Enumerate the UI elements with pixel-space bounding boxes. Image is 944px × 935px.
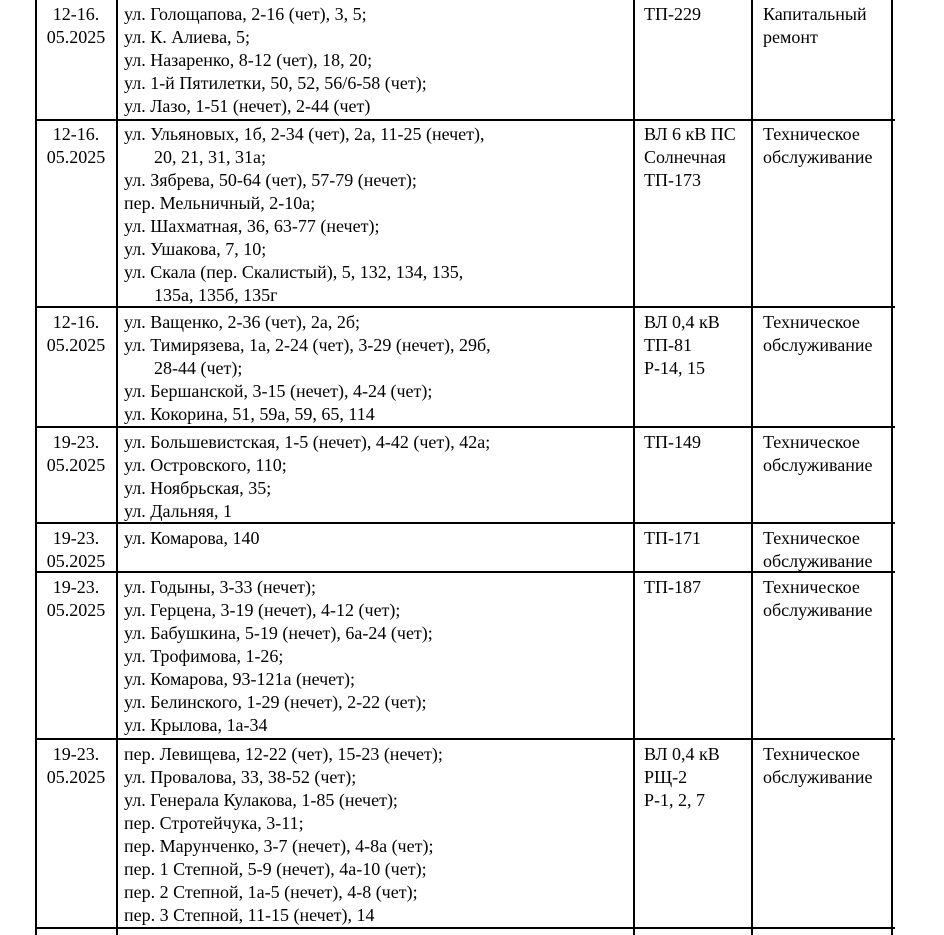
object-text: Солнечная <box>644 147 726 167</box>
address-cell <box>124 431 490 523</box>
address-line: ул. Бершанской, 3-15 (нечет), 4-24 (чет); <box>124 381 433 401</box>
row-divider <box>35 119 895 121</box>
row-divider <box>35 426 895 428</box>
address-line: ул. Провалова, 33, 38-52 (чет); <box>124 767 357 787</box>
date-cell <box>37 576 115 622</box>
column-divider-date <box>116 0 118 935</box>
row-divider <box>35 738 895 740</box>
date-cell <box>37 743 115 789</box>
date-text: 05.2025 <box>46 600 106 620</box>
object-text: ТП-173 <box>644 170 701 190</box>
address-cell <box>124 123 485 307</box>
date-text: 19-23. <box>52 577 100 597</box>
work-type-text: Техническое <box>763 577 860 597</box>
date-cell <box>37 431 115 477</box>
work-type-text: Техническое <box>763 744 860 764</box>
column-divider-address <box>633 0 635 935</box>
object-text: ТП-229 <box>644 4 701 24</box>
address-line: ул. Зябрева, 50-64 (чет), 57-79 (нечет); <box>124 170 417 190</box>
address-cell <box>124 527 259 550</box>
address-cell <box>124 743 443 927</box>
address-line: пер. Левищева, 12-22 (чет), 15-23 (нечет); <box>124 744 443 764</box>
address-line: пер. 1 Степной, 5-9 (нечет), 4а-10 (чет); <box>124 859 427 879</box>
work-type-cell <box>763 743 872 789</box>
date-text: 05.2025 <box>46 27 106 47</box>
object-text: ВЛ 0,4 кВ <box>644 312 720 332</box>
address-cell <box>124 576 433 737</box>
date-text: 05.2025 <box>46 455 106 475</box>
object-text: ТП-149 <box>644 432 701 452</box>
work-type-cell <box>763 3 867 49</box>
date-text: 05.2025 <box>46 335 106 355</box>
address-line: ул. Ноябрьская, 35; <box>124 478 272 498</box>
address-line: ул. 1-й Пятилетки, 50, 52, 56/6-58 (чет); <box>124 73 427 93</box>
object-text: РЩ-2 <box>644 767 688 787</box>
work-type-text: Техническое <box>763 312 860 332</box>
address-line: 28-44 (чет); <box>154 358 243 378</box>
work-type-text: ремонт <box>763 27 818 47</box>
address-line: ул. Ушакова, 7, 10; <box>124 239 267 259</box>
row-divider <box>35 927 895 929</box>
object-text: ТП-171 <box>644 528 701 548</box>
address-line: ул. Ващенко, 2-36 (чет), 2а, 2б; <box>124 312 361 332</box>
object-text: ВЛ 0,4 кВ <box>644 744 720 764</box>
date-cell <box>37 123 115 169</box>
address-cell <box>124 311 491 426</box>
address-line: пер. 2 Степной, 1а-5 (нечет), 4-8 (чет); <box>124 882 418 902</box>
work-type-cell <box>763 576 872 622</box>
address-line: 20, 21, 31, 31а; <box>154 147 266 167</box>
address-line: ул. Ульяновых, 1б, 2-34 (чет), 2а, 11-25 (нечет), <box>124 124 485 144</box>
address-line: пер. Марунченко, 3-7 (нечет), 4-8а (чет); <box>124 836 434 856</box>
work-type-text: обслуживание <box>763 147 873 167</box>
object-cell <box>644 311 720 380</box>
address-line: ул. Комарова, 93-121а (нечет); <box>124 669 356 689</box>
object-text: ТП-187 <box>644 577 701 597</box>
address-line: ул. Большевистская, 1-5 (нечет), 4-42 (чет), 42а; <box>124 432 491 452</box>
object-text: ТП-81 <box>644 335 692 355</box>
address-line: ул. Белинского, 1-29 (нечет), 2-22 (чет); <box>124 692 427 712</box>
outage-schedule-table <box>35 0 895 935</box>
object-text: Р-1, 2, 7 <box>644 790 706 810</box>
date-cell <box>37 527 115 573</box>
date-text: 19-23. <box>52 744 100 764</box>
work-type-text: Техническое <box>763 432 860 452</box>
address-line: пер. Мельничный, 2-10а; <box>124 193 316 213</box>
column-divider-object <box>751 0 753 935</box>
object-text: Р-14, 15 <box>644 358 706 378</box>
date-text: 12-16. <box>52 4 100 24</box>
object-cell <box>644 527 701 550</box>
work-type-cell <box>763 311 872 357</box>
date-text: 19-23. <box>52 528 100 548</box>
work-type-cell <box>763 431 872 477</box>
address-line: ул. Годыны, 3-33 (нечет); <box>124 577 317 597</box>
address-line: пер. 3 Степной, 11-15 (нечет), 14 <box>124 905 375 925</box>
object-cell <box>644 431 701 454</box>
work-type-text: обслуживание <box>763 335 873 355</box>
address-line: ул. Дальняя, 1 <box>124 501 232 521</box>
work-type-text: обслуживание <box>763 600 873 620</box>
address-line: ул. Назаренко, 8-12 (чет), 18, 20; <box>124 50 373 70</box>
date-text: 05.2025 <box>46 551 106 571</box>
address-line: ул. Лазо, 1-51 (нечет), 2-44 (чет) <box>124 96 371 116</box>
object-cell <box>644 743 720 812</box>
address-line: ул. Кокорина, 51, 59а, 59, 65, 114 <box>124 404 375 424</box>
address-line: ул. Трофимова, 1-26; <box>124 646 284 666</box>
address-line: 135а, 135б, 135г <box>154 285 278 305</box>
work-type-text: обслуживание <box>763 767 873 787</box>
work-type-text: Техническое <box>763 528 860 548</box>
object-text: ВЛ 6 кВ ПС <box>644 124 736 144</box>
object-cell <box>644 576 701 599</box>
address-line: ул. Голощапова, 2-16 (чет), 3, 5; <box>124 4 367 24</box>
date-text: 05.2025 <box>46 767 106 787</box>
work-type-text: Техническое <box>763 124 860 144</box>
work-type-cell <box>763 527 872 573</box>
date-cell <box>37 311 115 357</box>
address-cell <box>124 3 427 118</box>
work-type-cell <box>763 123 872 169</box>
address-line: пер. Стротейчука, 3-11; <box>124 813 304 833</box>
object-cell <box>644 123 736 192</box>
address-line: ул. К. Алиева, 5; <box>124 27 251 47</box>
address-line: ул. Скала (пер. Скалистый), 5, 132, 134, 135, <box>124 262 464 282</box>
date-text: 05.2025 <box>46 147 106 167</box>
address-line: ул. Шахматная, 36, 63-77 (нечет); <box>124 216 380 236</box>
address-line: ул. Герцена, 3-19 (нечет), 4-12 (чет); <box>124 600 401 620</box>
address-line: ул. Комарова, 140 <box>124 528 260 548</box>
address-line: ул. Бабушкина, 5-19 (нечет), 6а-24 (чет); <box>124 623 433 643</box>
date-text: 12-16. <box>52 312 100 332</box>
object-cell <box>644 3 701 26</box>
address-line: ул. Островского, 110; <box>124 455 287 475</box>
table-border-right <box>891 0 893 935</box>
work-type-text: Капитальный <box>763 4 867 24</box>
address-line: ул. Крылова, 1а-34 <box>124 715 268 735</box>
work-type-text: обслуживание <box>763 551 873 571</box>
date-text: 12-16. <box>52 124 100 144</box>
date-cell <box>37 3 115 49</box>
address-line: ул. Генерала Кулакова, 1-85 (нечет); <box>124 790 398 810</box>
date-text: 19-23. <box>52 432 100 452</box>
work-type-text: обслуживание <box>763 455 873 475</box>
address-line: ул. Тимирязева, 1а, 2-24 (чет), 3-29 (нечет), 29б, <box>124 335 491 355</box>
